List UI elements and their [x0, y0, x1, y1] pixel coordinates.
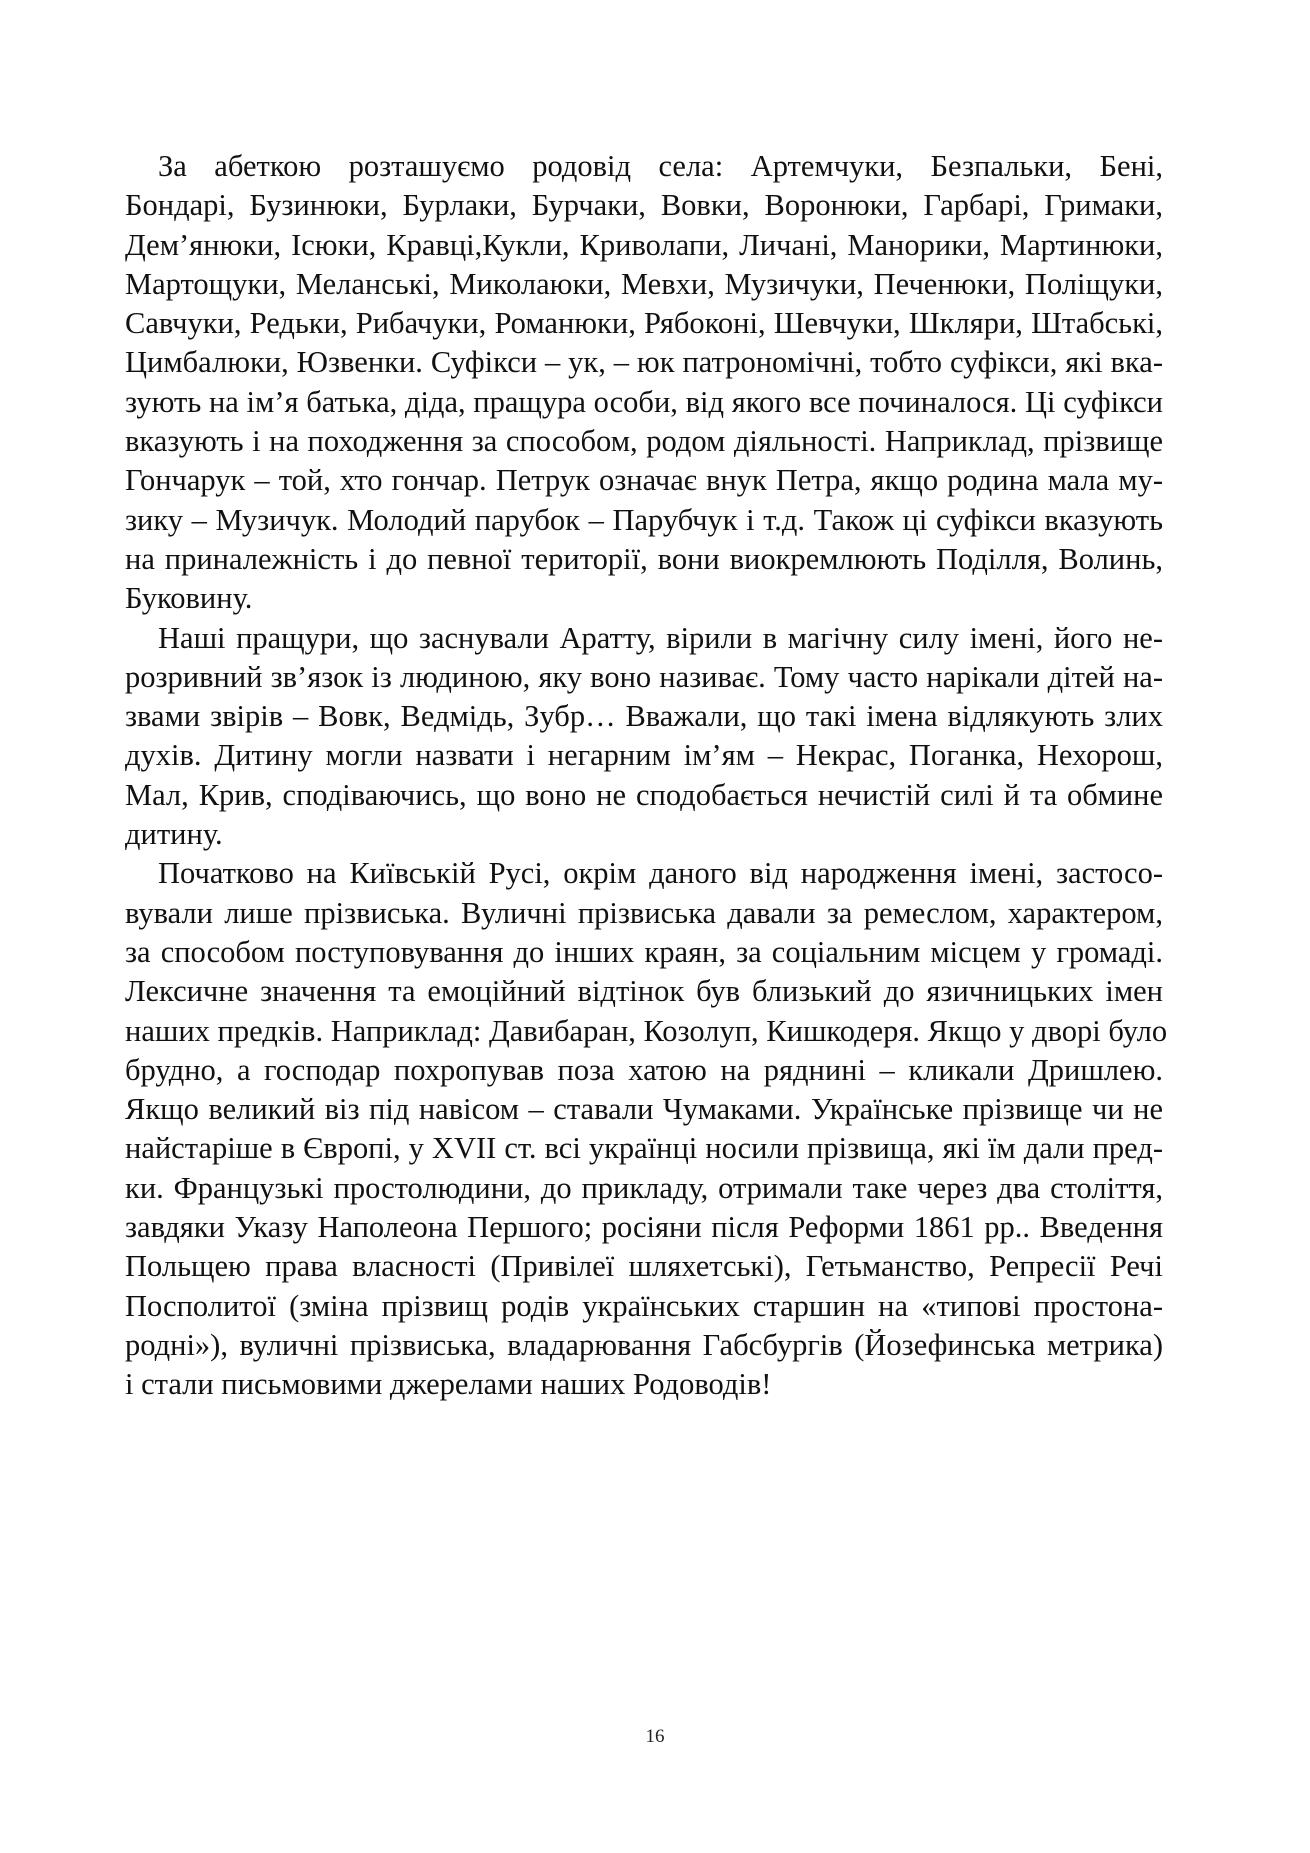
paragraph-3 — [125, 854, 1168, 1404]
text-line: і стали письмовими джерелами наших Родоводів! — [125, 1367, 772, 1402]
text-line: Мал, Крив, сподіваючись, що воно не сподобається нечистій силі й та обмине — [125, 777, 1163, 812]
text-line: Посполитої (зміна прізвищ родів українських старшин на «типові простона- — [125, 1288, 1163, 1323]
text-line: брудно, а господар похропував поза хатою на ряднині – кликали Дришлею. — [125, 1052, 1163, 1087]
text-line: Наші пращури, що заснували Аратту, вірили в магічну силу імені, його не- — [158, 620, 1163, 655]
text-line: дитину. — [125, 817, 223, 852]
text-line: наших предків. Наприклад: Давибаран, Козолуп, Кишкодеря. Якщо у дворі було — [125, 1013, 1168, 1048]
text-line: Мартощуки, Меланські, Миколаюки, Мевхи, Музичуки, Печенюки, Поліщуки, — [125, 266, 1163, 301]
text-line: духів. Дитину могли назвати і негарним ім’ям – Некрас, Поганка, Нехорош, — [125, 738, 1163, 773]
text-line: звами звірів – Вовк, Ведмідь, Зубр… Вважали, що такі імена відлякують злих — [125, 699, 1163, 734]
paragraph-2 — [125, 619, 1163, 855]
text-line: зують на ім’я батька, діда, пращура особи, від якого все починалося. Ці суфікси — [125, 384, 1163, 419]
text-line: за способом поступовування до інших краян, за соціальним місцем у громаді. — [125, 934, 1163, 969]
text-line: Савчуки, Редьки, Рибачуки, Романюки, Рябоконі, Шевчуки, Шкляри, Штабські, — [125, 306, 1163, 341]
text-line: Лексичне значення та емоційний відтінок був близький до язичницьких імен — [125, 974, 1163, 1009]
text-line: Буковину. — [125, 581, 253, 616]
text-line: Якщо великий віз під навісом – ставали Чумаками. Українське прізвище чи не — [125, 1092, 1163, 1127]
text-line: вказують і на походження за способом, родом діяльності. Наприклад, прізвище — [125, 424, 1163, 459]
text-line: Початково на Київській Русі, окрім даного від народження імені, застосо- — [158, 856, 1163, 891]
text-line: За абеткою розташуємо родовід села: Артемчуки, Безпальки, Бені, — [158, 149, 1163, 183]
text-line: завдяки Указу Наполеона Першого; росіяни після Реформи 1861 рр.. Введення — [125, 1210, 1163, 1245]
text-line: Гончарук – той, хто гончар. Петрук означає внук Петра, якщо родина мала му- — [125, 463, 1163, 498]
text-line: розривний зв’язок із людиною, яку воно називає. Тому часто нарікали дітей на- — [125, 659, 1163, 694]
text-line: Цимбалюки, Юзвенки. Суфікси – ук, – юк патрономічні, тобто суфікси, які вка- — [125, 345, 1163, 380]
text-line: найстаріше в Європі, у XVII ст. всі українці носили прізвища, які їм дали пред- — [125, 1131, 1163, 1166]
paragraph-1 — [125, 147, 1163, 619]
text-line: зику – Музичук. Молодий парубок – Парубчук і т.д. Також ці суфікси вказують — [125, 502, 1163, 537]
text-line: на приналежність і до певної території, вони виокремлюють Поділля, Волинь, — [125, 541, 1163, 576]
text-line: Дем’янюки, Ісюки, Кравці,Кукли, Криволапи, Личані, Манорики, Мартинюки, — [125, 227, 1163, 262]
text-line: вували лише прізвиська. Вуличні прізвиська давали за ремеслом, характером, — [125, 895, 1163, 930]
text-line: родні»), вуличні прізвиська, владарювання Габсбургів (Йозефинська метрика) — [125, 1327, 1163, 1362]
text-line: ки. Французькі простолюдини, до прикладу, отримали таке через два століття, — [125, 1170, 1163, 1205]
page-number: 16 — [645, 1726, 665, 1747]
body-text — [125, 147, 1168, 1405]
text-line: Бондарі, Бузинюки, Бурлаки, Бурчаки, Вовки, Воронюки, Гарбарі, Гримаки, — [125, 188, 1163, 223]
text-line: Польщею права власності (Привілеї шляхетські), Гетьманство, Репресії Речі — [125, 1249, 1163, 1284]
